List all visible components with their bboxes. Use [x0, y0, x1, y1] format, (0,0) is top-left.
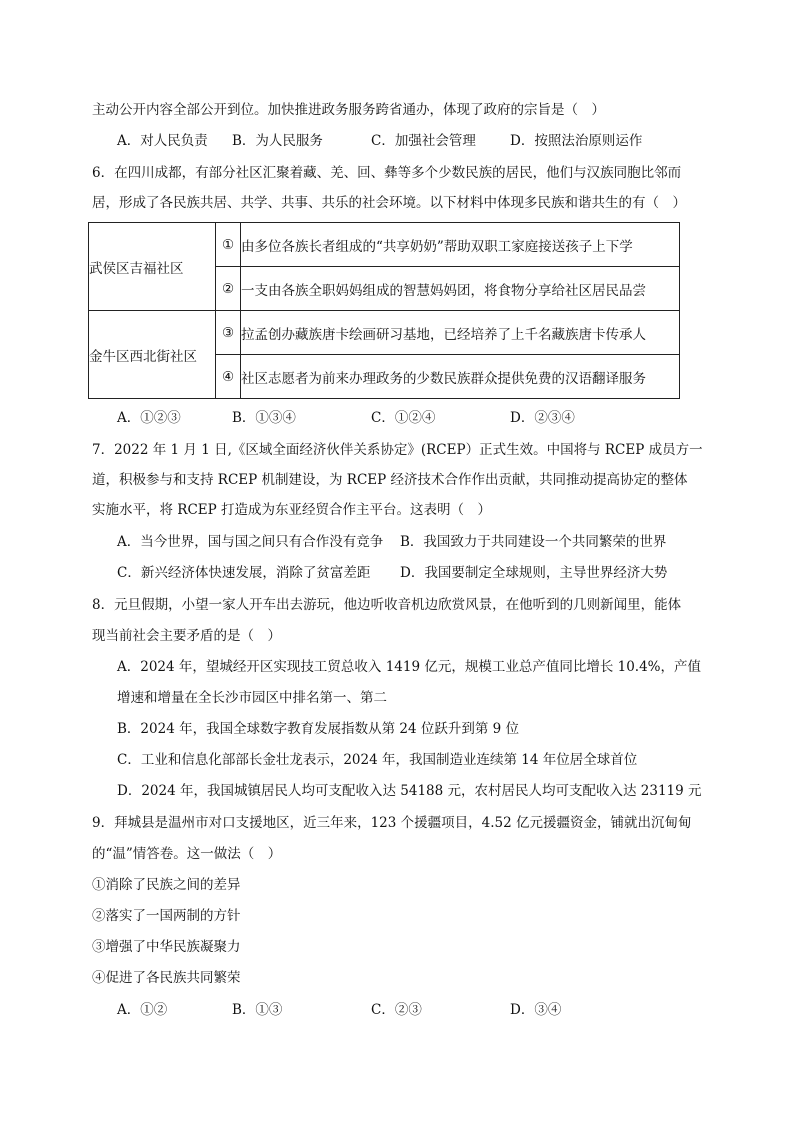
question-8-stem-line1: 8．元旦假期，小望一家人开车出去游玩，他边听收音机边欣赏风景，在他听到的几则新闻里，能体: [92, 597, 682, 613]
q6-option-c: C．①②④: [371, 410, 436, 426]
community-label: 金牛区西北街社区: [89, 311, 216, 399]
q8-option-d: D．2024 年，我国城镇居民人均可支配收入达 54188 元，农村居民人均可支配收入达 23119 元: [117, 783, 702, 799]
q5-option-d: D．按照法治原则运作: [510, 133, 643, 149]
q9-item-1: ①消除了民族之间的差异: [92, 877, 241, 893]
item-number: ④: [216, 355, 241, 399]
question-5-stem-end: 主动公开内容全部公开到位。加快推进政务服务跨省通办，体现了政府的宗旨是（ ）: [92, 102, 605, 118]
q7-option-b: B．我国致力于共同建设一个共同繁荣的世界: [400, 534, 667, 550]
q9-option-a: A．①②: [117, 1002, 168, 1018]
item-number: ②: [216, 267, 241, 311]
q9-item-2: ②落实了一国两制的方针: [92, 908, 241, 924]
question-6-stem-line2: 居，形成了各民族共居、共学、共事、共乐的社会环境。以下材料中体现多民族和谐共生的有（ ）: [92, 195, 686, 211]
q8-option-a-line1: A．2024 年，望城经开区实现技工贸总收入 1419 亿元，规模工业总产值同比增长 10.4%，产值: [117, 659, 702, 675]
item-text: 由多位各族长者组成的“共享奶奶”帮助双职工家庭接送孩子上下学: [241, 223, 680, 267]
item-text: 社区志愿者为前来办理政务的少数民族群众提供免费的汉语翻译服务: [241, 355, 680, 399]
q5-option-b: B．为人民服务: [232, 133, 323, 149]
question-6-stem-line1: 6．在四川成都，有部分社区汇聚着藏、羌、回、彝等多个少数民族的居民，他们与汉族同胞比邻而: [92, 165, 682, 181]
q5-option-a: A．对人民负责: [117, 133, 208, 149]
q9-option-b: B．①③: [232, 1002, 283, 1018]
question-7-stem-line3: 实施水平，将 RCEP 打造成为东亚经贸合作主平台。这表明（ ）: [92, 502, 492, 518]
item-text: 一支由各族全职妈妈组成的智慧妈妈团，将食物分享给社区居民品尝: [241, 267, 680, 311]
q8-option-a-line2: 增速和增量在全长沙市园区中排名第一、第二: [117, 690, 387, 706]
q7-option-a: A．当今世界，国与国之间只有合作没有竞争: [117, 534, 384, 550]
q7-option-c: C．新兴经济体快速发展，消除了贫富差距: [117, 565, 371, 581]
q8-option-c: C．工业和信息化部部长金壮龙表示，2024 年，我国制造业连续第 14 年位居全球首位: [117, 752, 638, 768]
q9-option-c: C．②③: [371, 1002, 422, 1018]
community-label: 武侯区吉福社区: [89, 223, 216, 311]
table-row: [89, 223, 680, 267]
item-text: 拉孟创办藏族唐卡绘画研习基地，已经培养了上千名藏族唐卡传承人: [241, 311, 680, 355]
q8-option-b: B．2024 年，我国全球数字教育发展指数从第 24 位跃升到第 9 位: [117, 721, 520, 737]
question-7-stem-line2: 道，积极参与和支持 RCEP 机制建设，为 RCEP 经济技术合作作出贡献，共同推动提高协定的整体: [92, 472, 688, 488]
q9-item-3: ③增强了中华民族凝聚力: [92, 939, 241, 955]
q7-option-d: D．我国要制定全球规则，主导世界经济大势: [400, 565, 668, 581]
q6-option-a: A．①②③: [117, 410, 181, 426]
q5-option-c: C．加强社会管理: [371, 133, 476, 149]
question-6-material-table: [88, 222, 680, 399]
item-number: ①: [216, 223, 241, 267]
item-number: ③: [216, 311, 241, 355]
q9-option-d: D．③④: [510, 1002, 562, 1018]
q6-option-b: B．①③④: [232, 410, 296, 426]
question-9-stem-line1: 9．拜城县是温州市对口支援地区，近三年来，123 个援疆项目，4.52 亿元援疆资金，铺就出沉甸甸: [92, 815, 692, 831]
question-8-stem-line2: 现当前社会主要矛盾的是（ ）: [92, 628, 281, 644]
q9-item-4: ④促进了各民族共同繁荣: [92, 970, 241, 986]
table-row: [89, 311, 680, 355]
question-9-stem-line2: 的“温”情答卷。这一做法（ ）: [92, 846, 282, 862]
question-7-stem-line1: 7．2022 年 1 月 1 日,《区域全面经济伙伴关系协定》(RCEP）正式生效。中国将与 RCEP 成员方一: [92, 442, 703, 458]
q6-option-d: D．②③④: [510, 410, 575, 426]
